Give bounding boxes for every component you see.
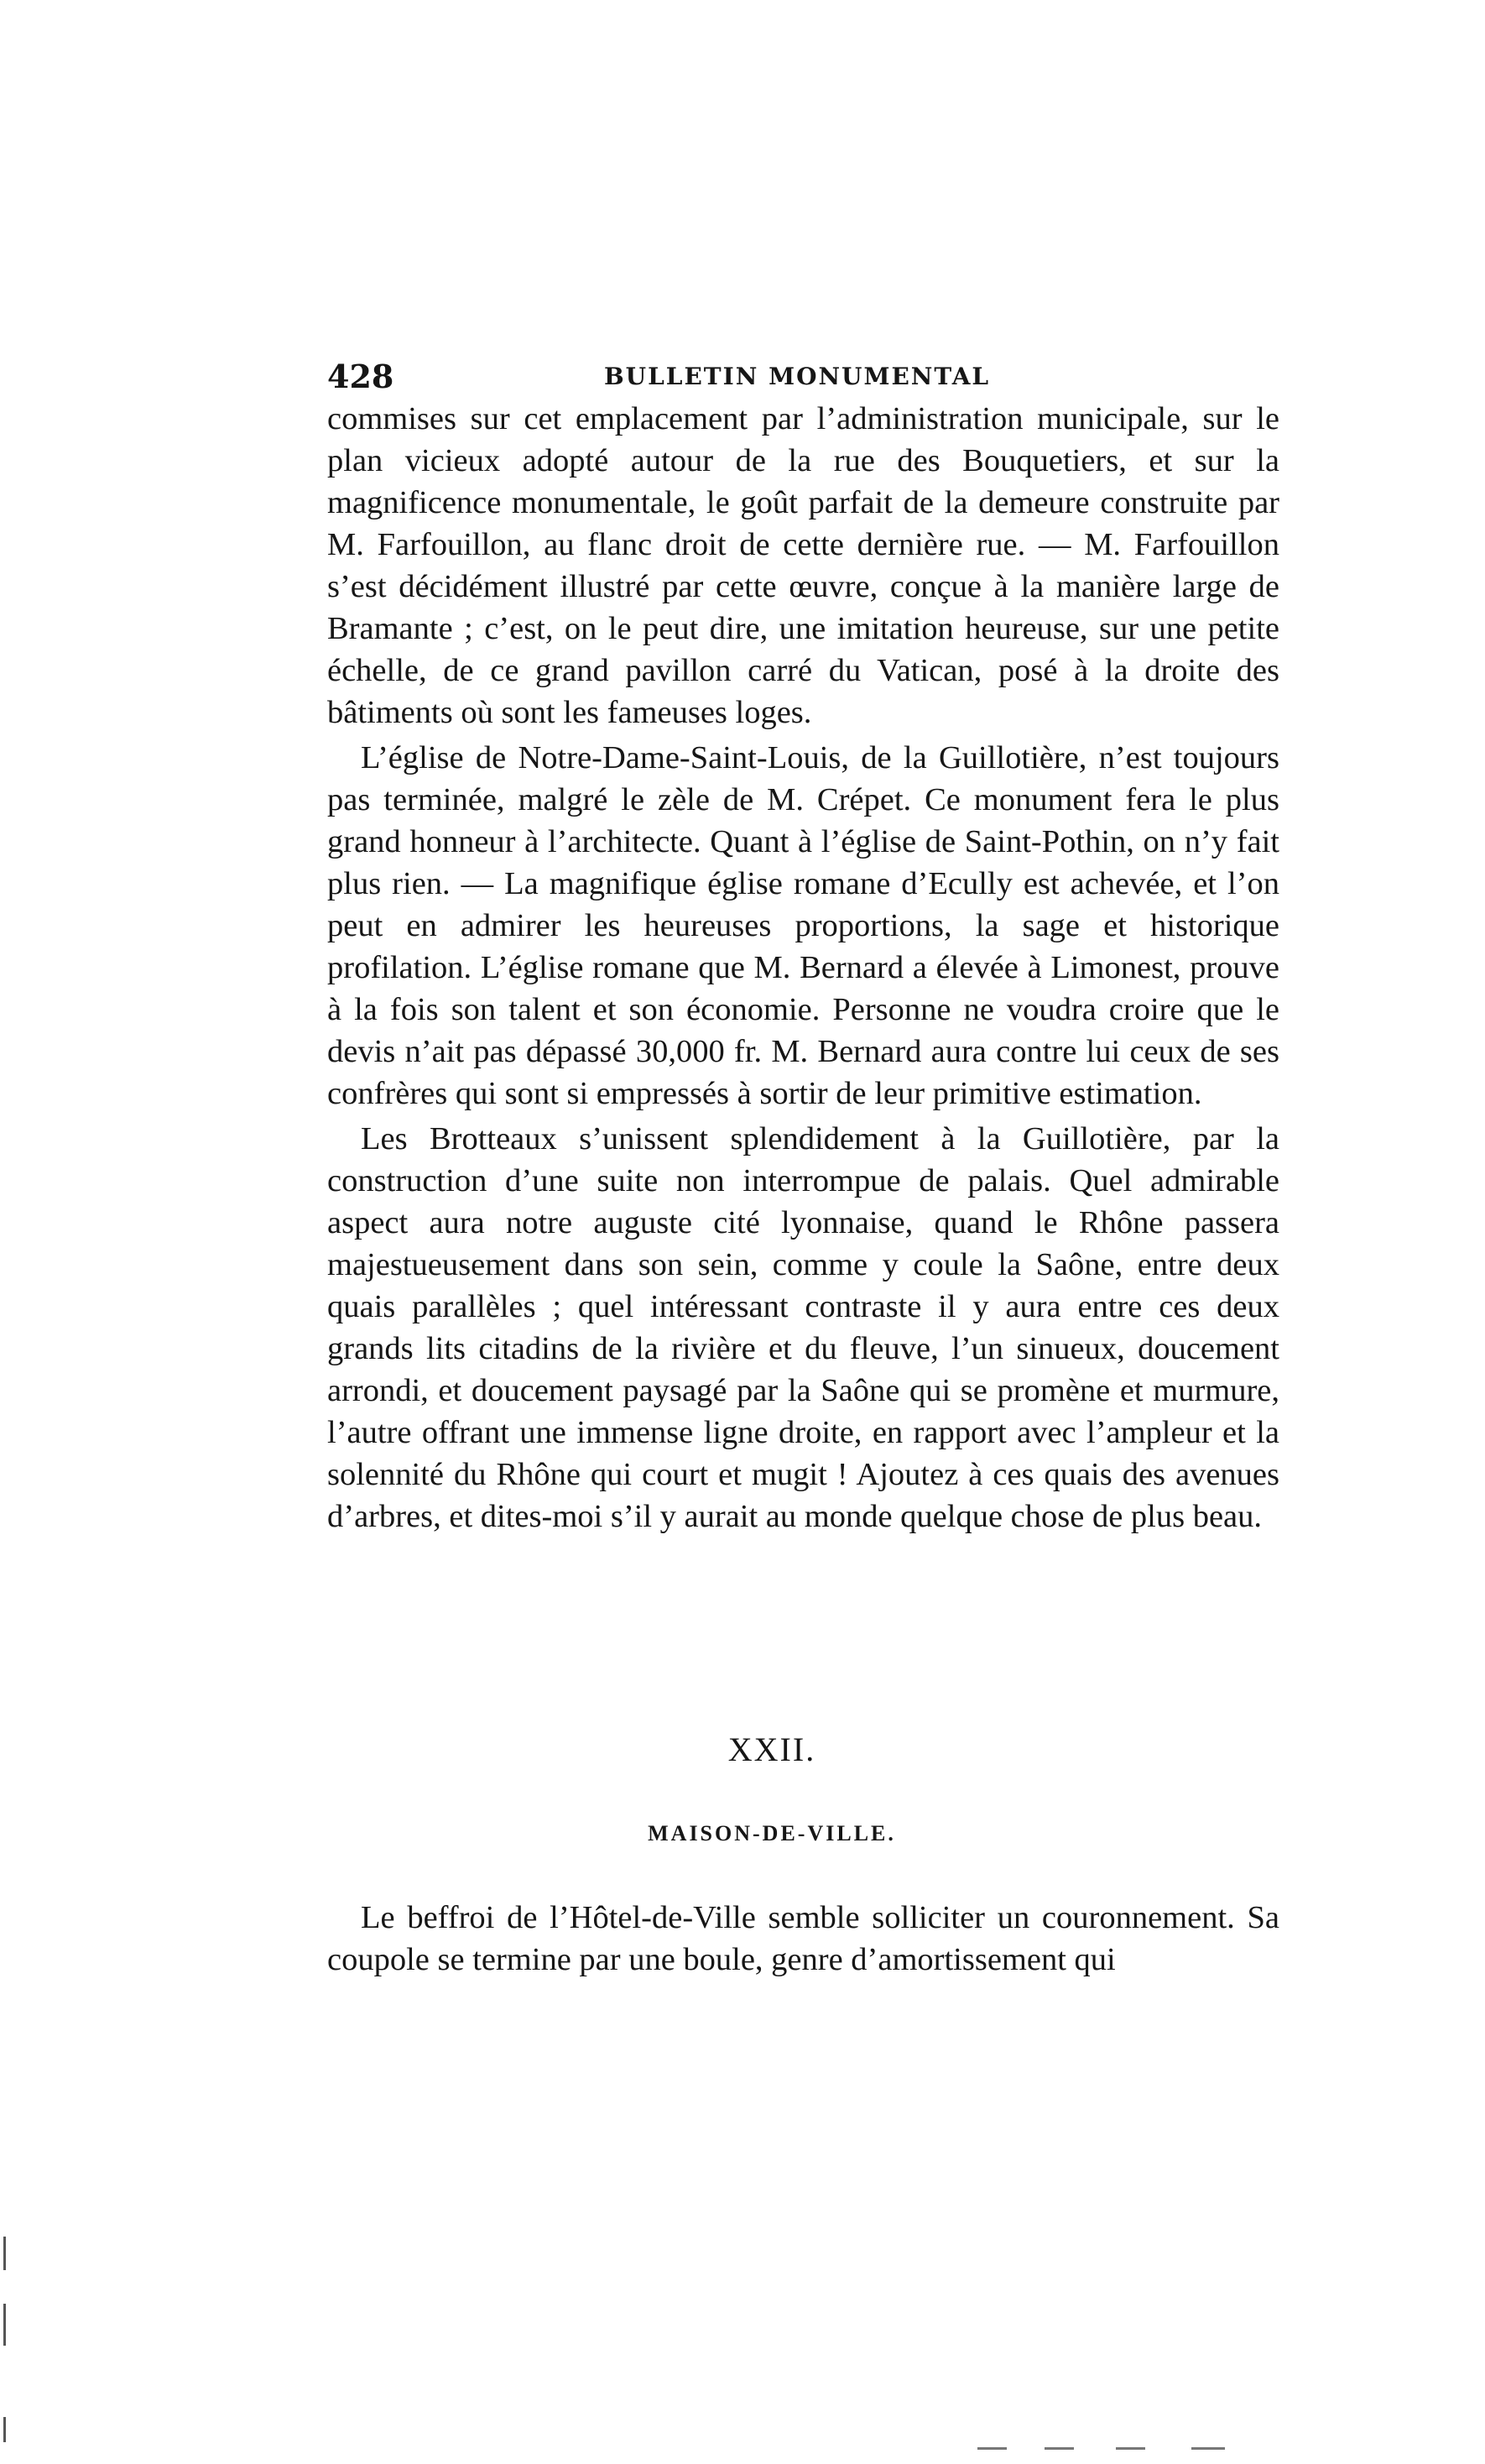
paragraph: commises sur cet emplacement par l’administration municipale, sur le plan vicieux adopté autour de la rue des Bouquetiers, et sur la magnificence monumentale, le goût parfait de la demeure construite par M. Farfouillon, au flanc droit de cette dernière rue. — M. Farfouillon s’est décidément illustré par cette œuvre, conçue à la manière large de Bramante ; c’est, on le peut dire, une imitation heureuse, sur une petite échelle, de ce grand pavillon carré du Vatican, posé à la droite des bâtiments où sont les fameuses loges. — [327, 401, 1279, 730]
scan-dash-mark — [977, 2447, 1007, 2450]
body-text — [327, 398, 1279, 1541]
section-title: MAISON-DE-VILLE. — [648, 1821, 896, 1845]
paragraph: Les Brotteaux s’unissent splendidement à la Guillotière, par la construction d’une suite non interrompue de palais. Quel admirable aspect aura notre auguste cité lyonnaise, quand le Rhône passera majestueusement dans son sein, comme y coule la Saône, entre deux quais parallèles ; quel intéressant contraste il y aura entre ces deux grands lits citadins de la rivière et du fleuve, l’un sinueux, doucement arrondi, et doucement paysagé par la Saône qui se promène et murmure, l’autre offrant une immense ligne droite, en rapport avec l’ampleur et la solennité du Rhône qui court et mugit ! Ajoutez à ces quais des avenues d’arbres, et dites-moi s’il y aurait au monde quelque chose de plus beau. — [327, 1121, 1279, 1534]
scan-margin-mark — [3, 2304, 6, 2346]
section-number: XXII. — [727, 1731, 816, 1768]
page-header — [327, 357, 1279, 397]
page-number: 428 — [327, 358, 394, 395]
scan-margin-mark — [3, 2237, 6, 2270]
section-text — [327, 1897, 1279, 1981]
scan-dash-mark — [1045, 2447, 1074, 2450]
paragraph: Le beffroi de l’Hôtel-de-Ville semble solliciter un couronnement. Sa coupole se termine par une boule, genre d’amortissement qui — [327, 1900, 1279, 1977]
scan-dash-mark — [1116, 2447, 1145, 2450]
scan-margin-mark — [3, 2417, 6, 2442]
running-title: BULLETIN MONUMENTAL — [604, 363, 991, 390]
scan-dash-mark — [1191, 2447, 1225, 2450]
paragraph: L’église de Notre-Dame-Saint-Louis, de la Guillotière, n’est toujours pas terminée, malgré le zèle de M. Crépet. Ce monument fera le plus grand honneur à l’architecte. Quant à l’église de Saint-Pothin, on n’y fait plus rien. — La magnifique église romane d’Ecully est achevée, et l’on peut en admirer les heureuses proportions, la sage et historique profilation. L’église romane que M. Bernard a élevée à Limonest, prouve à la fois son talent et son économie. Personne ne voudra croire que le devis n’ait pas dépassé 30,000 fr. M. Bernard aura contre lui ceux de ses confrères qui sont si empressés à sortir de leur primitive estimation. — [327, 740, 1279, 1111]
